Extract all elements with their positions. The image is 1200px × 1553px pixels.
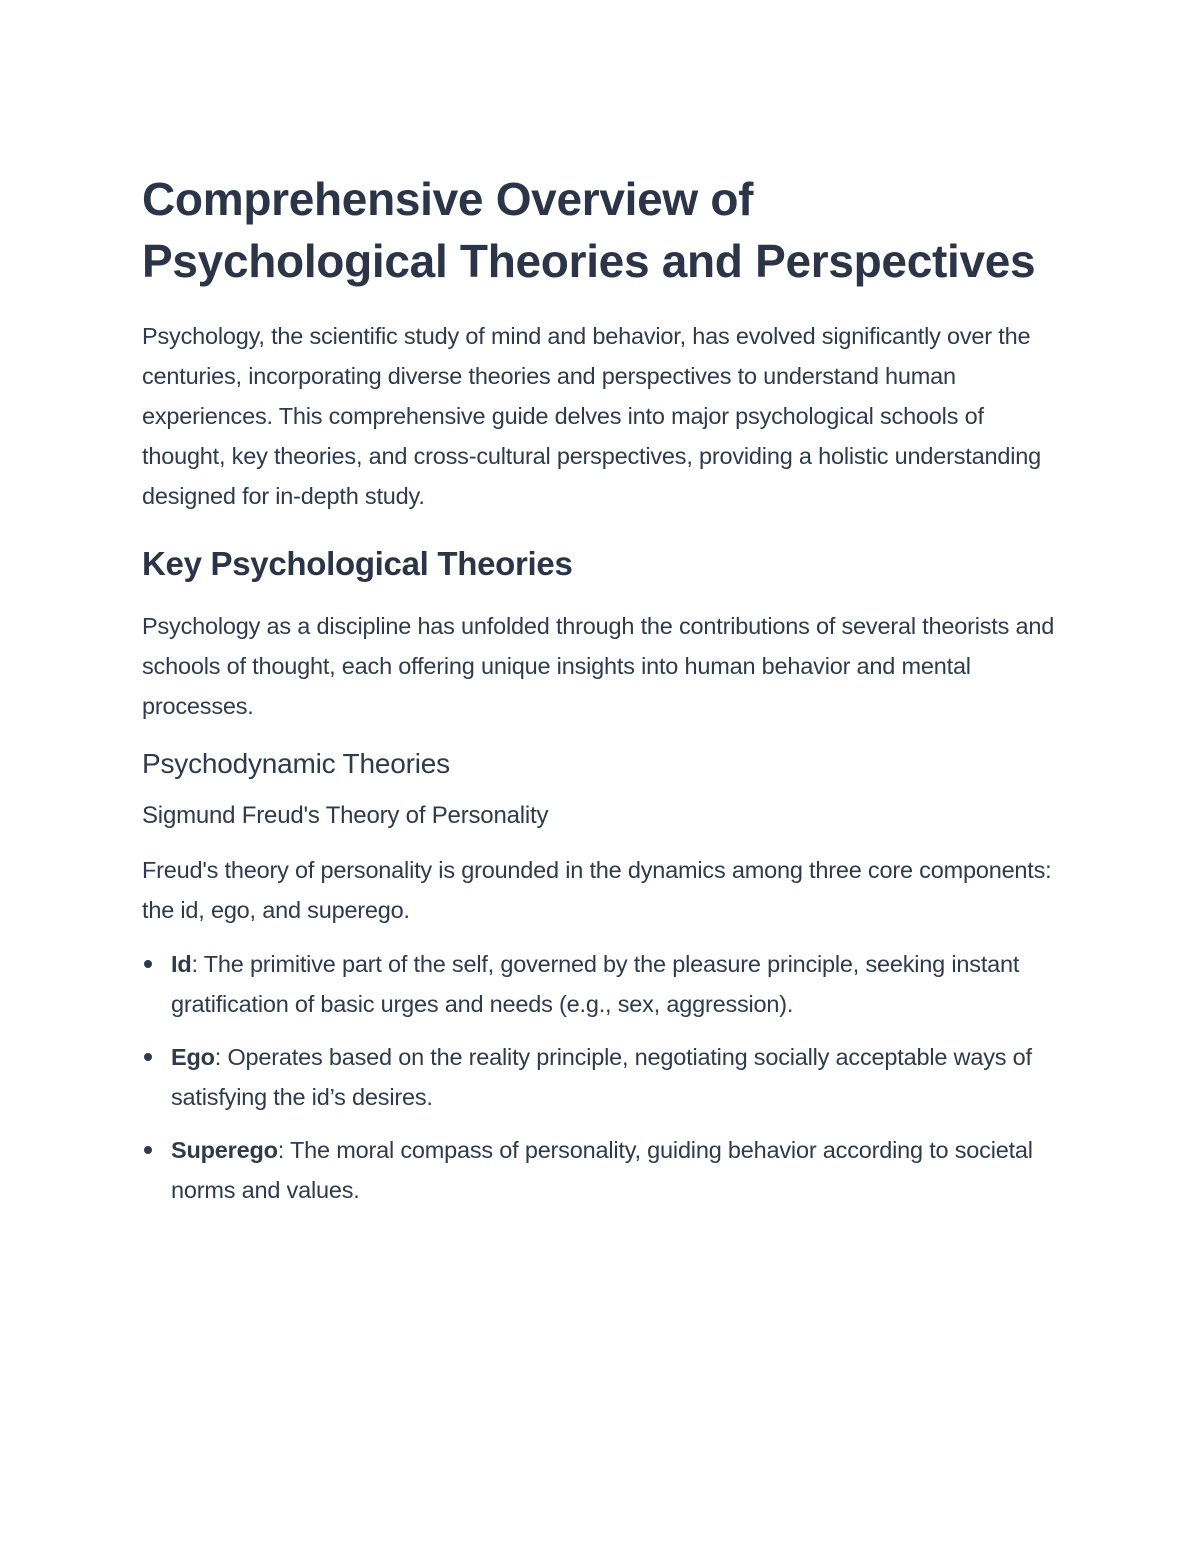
list-item-term: Ego [171,1044,215,1070]
freud-intro-paragraph: Freud's theory of personality is grounded in the dynamics among three core components: the id, ego, and superego. [142,857,1052,923]
bullet-icon [144,960,152,968]
list-item-id [142,944,1062,1024]
list-item-text: : The moral compass of personality, guiding behavior according to societal norms and values. [171,1137,1033,1203]
page-title: Comprehensive Overview of Psychological Theories and Perspectives [142,173,1036,287]
list-item-ego [142,1037,1062,1117]
list-item-text: : The primitive part of the self, governed by the pleasure principle, seeking instant gratification of basic urges and needs (e.g., sex, aggression). [171,951,1020,1017]
list-item-term: Superego [171,1137,278,1163]
list-item-term: Id [171,951,192,977]
subsection-heading-psychodynamic: Psychodynamic Theories [142,748,450,779]
section-intro-paragraph: Psychology as a discipline has unfolded through the contributions of several theorists and schools of thought, each offering unique insights into human behavior and mental processes. [142,613,1055,719]
personality-components-list [142,944,1062,1210]
document-page [142,168,1062,1223]
section-heading-key-theories: Key Psychological Theories [142,545,573,582]
list-item-text: : Operates based on the reality principle, negotiating socially acceptable ways of satisfying the id’s desires. [171,1044,1032,1110]
list-item-superego [142,1130,1062,1210]
intro-paragraph: Psychology, the scientific study of mind and behavior, has evolved significantly over the centuries, incorporating diverse theories and perspectives to understand human experiences. This comprehensive guide delves into major psychological schools of thought, key theories, and cross-cultural perspectives, providing a holistic understanding designed for in-depth study. [142,323,1042,509]
topic-heading-freud: Sigmund Freud's Theory of Personality [142,802,549,829]
bullet-icon [144,1146,152,1154]
bullet-icon [144,1053,152,1061]
